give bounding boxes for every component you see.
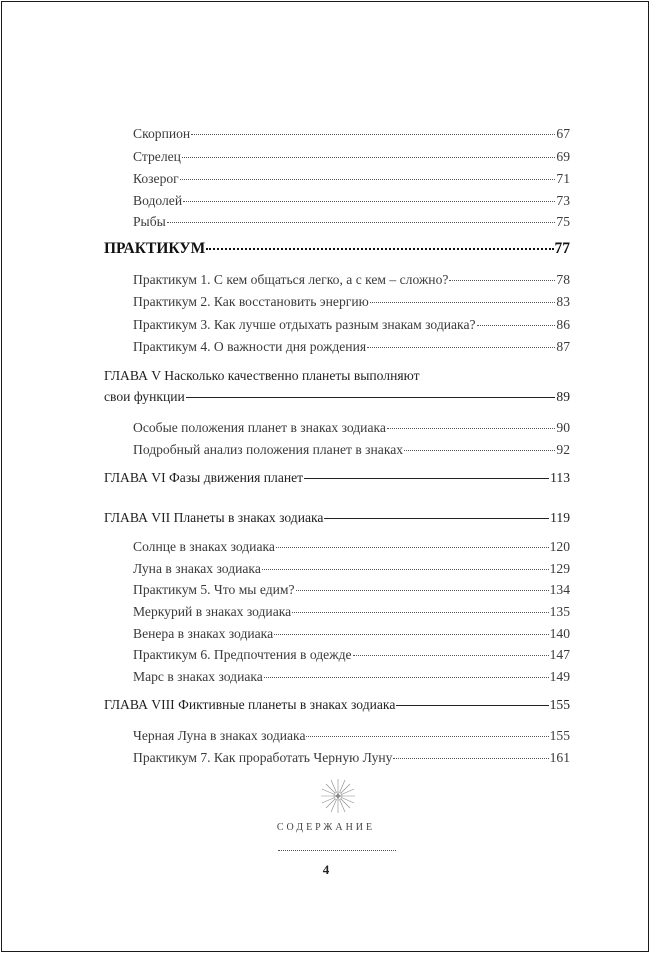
toc-entry-page: 149 <box>549 669 570 684</box>
leader-dots <box>296 590 549 591</box>
leader-dots <box>393 758 548 759</box>
toc-entry-title: Практикум 1. С кем общаться легко, а с кем – сложно? <box>133 272 449 287</box>
leader-line <box>396 705 548 706</box>
toc-entry <box>133 728 570 744</box>
toc-part-title: ПРАКТИКУМ <box>104 240 206 257</box>
toc-entry-title: Скорпион <box>133 126 191 141</box>
toc-entry-title: Меркурий в знаках зодиака <box>133 604 292 619</box>
toc-entry-title: Практикум 2. Как восстановить энергию <box>133 294 369 309</box>
toc-part-page: 77 <box>554 240 570 257</box>
toc-entry-title: Венера в знаках зодиака <box>133 626 274 641</box>
toc-entry-page: 140 <box>549 626 570 641</box>
toc-entry-page: 161 <box>549 750 570 765</box>
toc-entry-page: 129 <box>549 561 570 576</box>
leader-line <box>324 518 549 519</box>
toc-entry-title: Солнце в знаках зодиака <box>133 539 275 554</box>
toc-entry-page: 69 <box>556 149 570 164</box>
leader-dots <box>206 248 553 250</box>
toc-entry-page: 120 <box>549 539 570 554</box>
toc-entry-title: Черная Луна в знаках зодиака <box>133 728 306 743</box>
toc-entry-title: Особые положения планет в знаках зодиака <box>133 420 386 435</box>
toc-entry <box>133 442 570 458</box>
toc-chapter <box>104 510 570 526</box>
leader-dots <box>306 736 548 737</box>
toc-chapter-page: 119 <box>550 510 570 525</box>
leader-dots <box>404 450 555 451</box>
toc-entry-title: Практикум 3. Как лучше отдыхать разным знакам зодиака? <box>133 317 476 332</box>
toc-entry-page: 71 <box>556 171 570 186</box>
toc-entry <box>133 294 570 310</box>
toc-entry <box>133 149 570 165</box>
toc-entry-page: 90 <box>556 420 570 435</box>
toc-entry <box>133 669 570 685</box>
toc-chapter <box>104 470 570 486</box>
toc-chapter-page: 113 <box>550 470 570 485</box>
leader-line <box>186 397 556 398</box>
toc-entry <box>133 582 570 598</box>
toc-chapter-title: ГЛАВА VII Планеты в знаках зодиака <box>104 510 324 525</box>
leader-dots <box>292 612 548 613</box>
toc-chapter <box>104 697 570 713</box>
toc-entry-title: Водолей <box>133 193 183 208</box>
leader-dots <box>167 222 556 223</box>
leader-dots <box>477 325 556 326</box>
toc-entry <box>133 647 570 663</box>
toc-entry-title: Подробный анализ положения планет в знаках <box>133 442 404 457</box>
decorative-dotted-line <box>278 840 396 851</box>
leader-dots <box>353 655 549 656</box>
leader-dots <box>180 179 556 180</box>
toc-entry-page: 67 <box>556 126 570 141</box>
toc-entry-title: Луна в знаках зодиака <box>133 561 261 576</box>
running-head: СОДЕРЖАНИЕ <box>276 822 376 833</box>
leader-dots <box>182 157 555 158</box>
toc-entry-title: Практикум 7. Как проработать Черную Луну <box>133 750 393 765</box>
toc-chapter-page: 89 <box>556 389 570 404</box>
leader-dots <box>191 134 555 135</box>
toc-entry <box>133 272 570 288</box>
leader-dots <box>370 302 556 303</box>
toc-entry <box>133 126 570 142</box>
toc-entry-page: 92 <box>556 442 570 457</box>
starburst-ornament-icon <box>320 778 356 814</box>
toc-entry-title: Практикум 4. О важности дня рождения <box>133 339 367 354</box>
toc-entry-page: 78 <box>556 272 570 287</box>
toc-entry-title: Практикум 6. Предпочтения в одежде <box>133 647 352 662</box>
toc-entry-title: Практикум 5. Что мы едим? <box>133 582 295 597</box>
toc-entry-page: 155 <box>549 728 570 743</box>
toc-chapter-title: ГЛАВА VI Фазы движения планет <box>104 470 304 485</box>
toc-part-heading <box>104 240 570 258</box>
toc-entry-title: Марс в знаках зодиака <box>133 669 263 684</box>
toc-entry-page: 83 <box>556 294 570 309</box>
toc-entry-page: 86 <box>556 317 570 332</box>
leader-dots <box>274 634 548 635</box>
toc-chapter <box>104 389 570 405</box>
toc-entry-page: 134 <box>549 582 570 597</box>
toc-entry <box>133 539 570 555</box>
page-number: 4 <box>322 862 330 877</box>
leader-dots <box>387 428 555 429</box>
leader-dots <box>367 347 555 348</box>
toc-entry-page: 147 <box>549 647 570 662</box>
toc-chapter-title: ГЛАВА VIII Фиктивные планеты в знаках зодиака <box>104 697 396 712</box>
leader-line <box>304 478 549 479</box>
leader-dots <box>183 201 555 202</box>
toc-entry-page: 87 <box>556 339 570 354</box>
toc-entry <box>133 214 570 230</box>
toc-chapter-page: 155 <box>549 697 570 712</box>
toc-entry <box>133 604 570 620</box>
toc-entry <box>133 339 570 355</box>
toc-entry <box>133 561 570 577</box>
leader-dots <box>276 547 549 548</box>
toc-entry <box>133 317 570 333</box>
leader-dots <box>264 677 549 678</box>
toc-entry-page: 135 <box>549 604 570 619</box>
leader-dots <box>262 569 549 570</box>
toc-entry-title: Стрелец <box>133 149 181 164</box>
toc-entry-page: 73 <box>556 193 570 208</box>
toc-entry <box>133 193 570 209</box>
toc-chapter-title-line1: ГЛАВА V Насколько качественно планеты выполняют <box>104 368 420 383</box>
toc-entry <box>133 626 570 642</box>
toc-entry-page: 75 <box>556 214 570 229</box>
leader-dots <box>449 280 555 281</box>
toc-entry <box>133 750 570 766</box>
toc-entry <box>133 171 570 187</box>
toc-entry <box>133 420 570 436</box>
toc-entry-title: Козерог <box>133 171 179 186</box>
toc-chapter-title: свои функции <box>104 389 185 404</box>
toc-entry-title: Рыбы <box>133 214 166 229</box>
